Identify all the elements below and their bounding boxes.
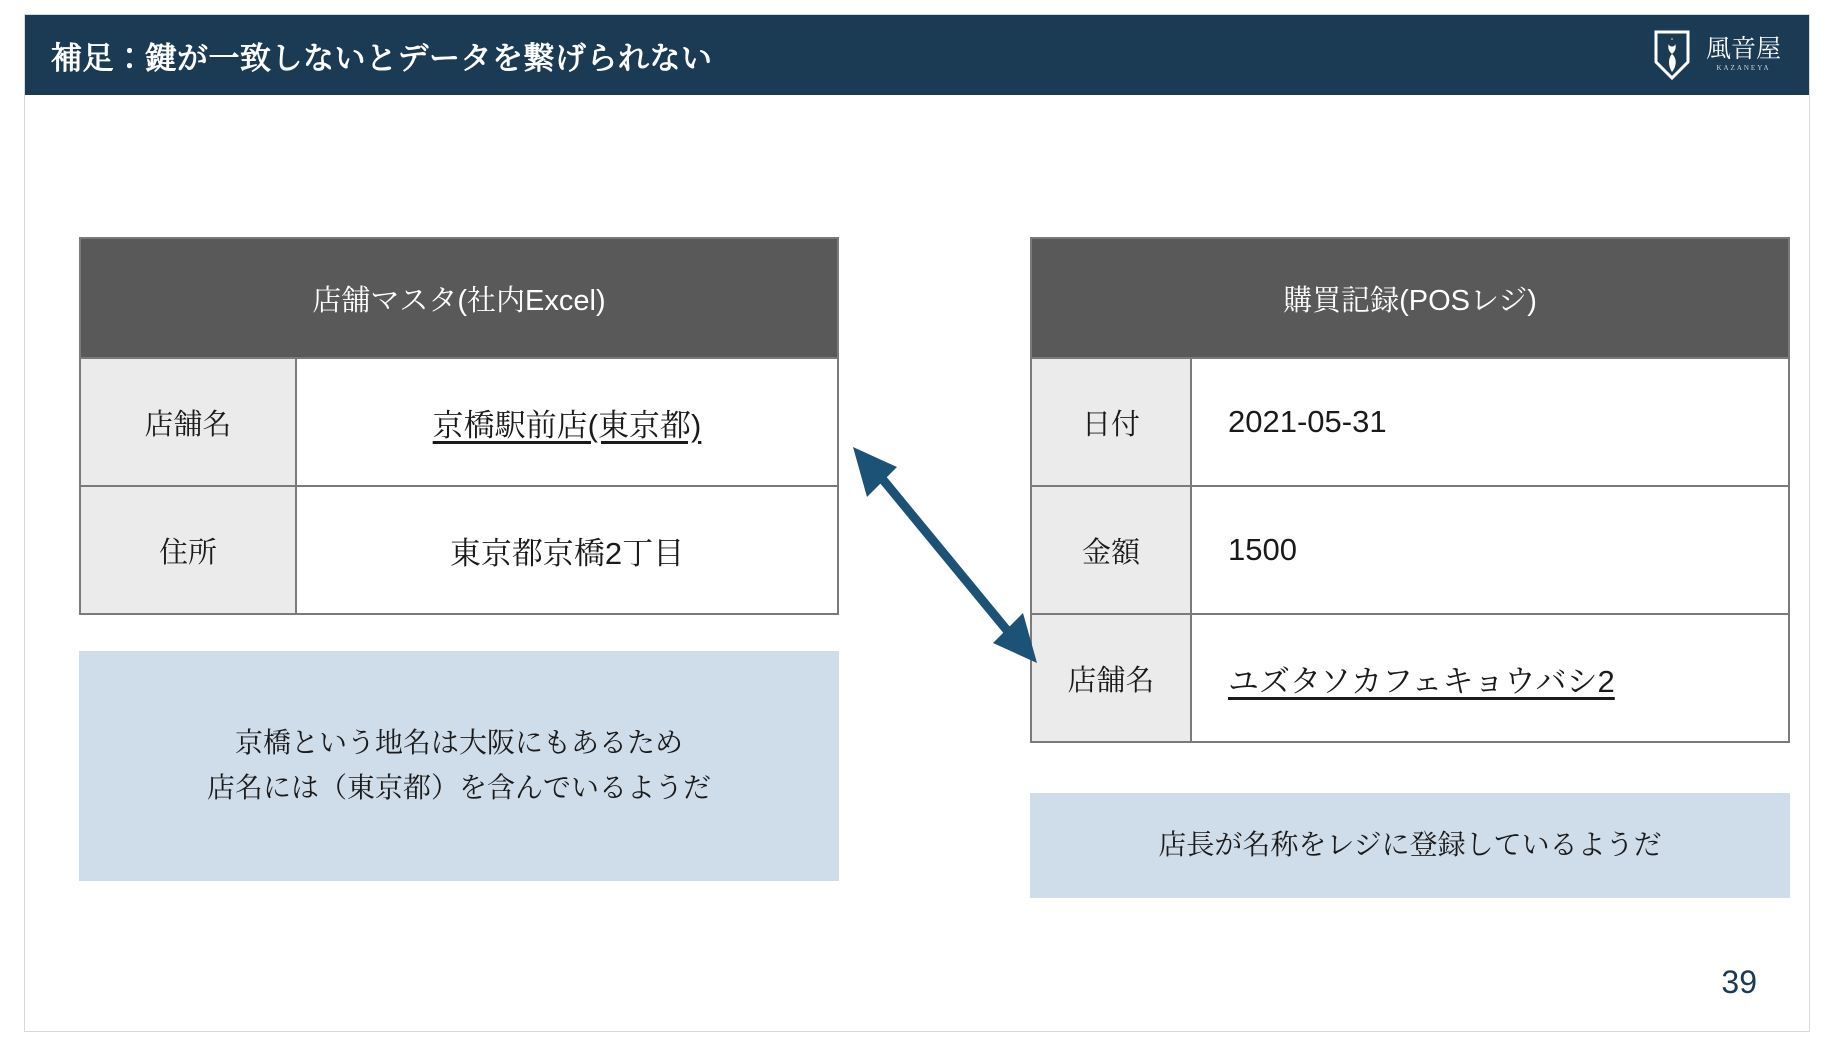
row-value: [1192, 359, 1788, 485]
left-note-line-1: 京橋という地名は大阪にもあるため: [234, 727, 683, 759]
purchase-record-table-header: 購買記録(POSレジ): [1032, 239, 1788, 357]
row-value: [1192, 487, 1788, 613]
logo: [1650, 28, 1781, 82]
row-key: 店舗名: [1032, 615, 1192, 741]
slide-title-bar: [25, 15, 1809, 95]
kazaneya-logo-icon: [1650, 28, 1694, 82]
page-number: 39: [1721, 964, 1757, 1000]
row-value-text: 京橋駅前店(東京都): [432, 407, 702, 443]
left-note-box: [79, 651, 839, 881]
table-row: [1032, 485, 1788, 613]
double-headed-arrow-icon: [845, 445, 1045, 665]
row-value-text: ユズタソカフェキョウバシ2: [1228, 663, 1615, 699]
table-row: [1032, 613, 1788, 741]
purchase-record-table: [1030, 237, 1790, 743]
table-row: [81, 485, 837, 613]
page-title: 補足：鍵が一致しないとデータを繋げられない: [51, 40, 713, 76]
row-value-text: 1500: [1228, 532, 1297, 567]
store-master-table: [79, 237, 839, 615]
store-master-table-header: 店舗マスタ(社内Excel): [81, 239, 837, 357]
row-value: [1192, 615, 1788, 741]
row-value-text: 東京都京橋2丁目: [449, 535, 685, 571]
row-value: [297, 487, 837, 613]
right-note-line-1: 店長が名称をレジに登録しているようだ: [1158, 829, 1662, 861]
logo-subtext: KAZANEYA: [1716, 64, 1771, 73]
left-note-line-2: 店名には（東京都）を含んでいるようだ: [206, 772, 711, 803]
table-row: [81, 357, 837, 485]
right-note-box: [1030, 793, 1790, 898]
row-value: [297, 359, 837, 485]
row-key: 金額: [1032, 487, 1192, 613]
logo-name: 風音屋: [1705, 36, 1781, 64]
row-key: 店舗名: [81, 359, 297, 485]
row-value-text: 2021-05-31: [1228, 404, 1387, 439]
slide: [24, 14, 1810, 1032]
row-key: 住所: [81, 487, 297, 613]
logo-text: [1706, 37, 1781, 73]
table-row: [1032, 357, 1788, 485]
row-key: 日付: [1032, 359, 1192, 485]
